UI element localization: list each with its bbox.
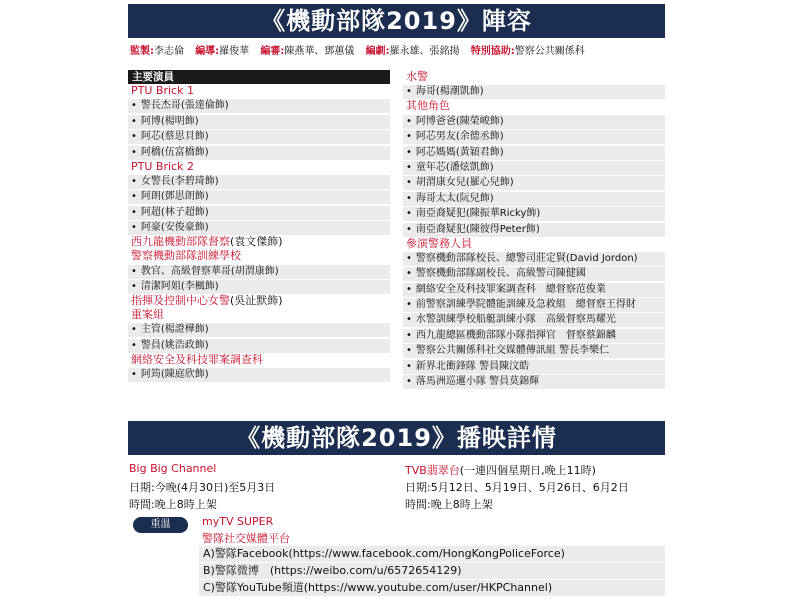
group-heading: 其他角色 xyxy=(406,99,450,113)
cast-row: • 阿橋(伍富橋飾) xyxy=(128,146,390,160)
cast-row: • 阿博(楊明飾) xyxy=(128,115,390,129)
mytv-super-label xyxy=(202,515,273,528)
cast-row: • 警察機動部隊副校長、高級警司陳健國 xyxy=(403,267,665,281)
credit-value: 李志倫 xyxy=(154,46,184,57)
channel-name xyxy=(405,462,596,478)
cast-row: • 西九龍總區機動部隊小隊指揮官 督察蔡錦麟 xyxy=(403,329,665,343)
social-media-label xyxy=(202,530,290,546)
credit-value: 羅永雄、張銘揚 xyxy=(389,46,460,57)
cast-row: • 女警長(李碧琦飾) xyxy=(128,175,390,189)
cast-row: • 童年芯(潘炫凱飾) xyxy=(403,161,665,175)
cast-row: • 網絡安全及科技罪案調查科 總督察范俊業 xyxy=(403,283,665,297)
channel-time: 時間:晚上8時上架 xyxy=(129,498,217,511)
group-heading-text: 西九龍機動部隊督察 xyxy=(131,235,230,249)
group-heading: 警察機動部隊訓練學校 xyxy=(131,249,241,263)
group-heading: 網絡安全及科技罪案調查科 xyxy=(131,352,263,366)
facebook-link[interactable]: A)警隊Facebook(https://www.facebook.com/HongKongPoliceForce) xyxy=(199,546,665,562)
cast-row: • 阿芯男友(余德丞飾) xyxy=(403,130,665,144)
channel-name-text: Big Big Channel xyxy=(129,462,217,475)
cast-row: • 胡渭康女兒(羅心兒飾) xyxy=(403,176,665,190)
credit-label: 特別協助: xyxy=(470,46,515,57)
group-actor: (袁文傑飾) xyxy=(230,235,283,249)
credit-value: 陳燕華、鄧蕙儀 xyxy=(284,46,355,57)
channel-note: (一連四個星期日,晚上11時) xyxy=(459,464,596,477)
cast-row: • 清潔阿姐(李楓飾) xyxy=(128,280,390,294)
group-heading-text: 指揮及控制中心女警 xyxy=(131,293,230,307)
credit-label: 編劇: xyxy=(365,46,390,57)
group-actor: (吳沚默飾) xyxy=(230,293,283,307)
cast-row: • 警察機動部隊校長、總警司莊定賢(David Jordon) xyxy=(403,252,665,266)
credit-value: 警察公共關係科 xyxy=(514,46,585,57)
cast-row: • 阿朗(鄧思朗飾) xyxy=(128,190,390,204)
social-media-text: 警隊社交媒體平台 xyxy=(202,532,290,545)
cast-row: • 主管(楊證樺飾) xyxy=(128,323,390,337)
credit-label: 監製: xyxy=(130,46,154,57)
cast-row: • 南亞裔疑犯(陳彼得Peter飾) xyxy=(403,223,665,237)
credits-line xyxy=(130,42,670,57)
channel-time: 時間:晚上8時上架 xyxy=(405,498,493,511)
weibo-link[interactable]: B)警隊微博 (https://weibo.com/u/6572654129) xyxy=(199,563,665,579)
channel-date: 日期:5月12日、5月19日、5月26日、6月2日 xyxy=(405,481,629,494)
credit-label: 編審: xyxy=(260,46,285,57)
left-cast-column xyxy=(128,70,390,382)
group-heading: PTU Brick 2 xyxy=(131,159,194,173)
cast-row: • 南亞裔疑犯(陳振華Ricky飾) xyxy=(403,207,665,221)
cast-row: • 阿芯媽媽(黃穎君飾) xyxy=(403,146,665,160)
cast-row: • 教官、高級督察華哥(胡渭康飾) xyxy=(128,265,390,279)
channel-name-text: TVB翡翠台 xyxy=(405,464,460,477)
group-heading: 水警 xyxy=(406,70,428,83)
channel-name xyxy=(129,462,216,475)
group-heading: 參演警務人員 xyxy=(406,236,472,250)
cast-row: • 警長杰哥(張達倫飾) xyxy=(128,99,390,113)
group-heading: PTU Brick 1 xyxy=(131,84,194,97)
group-heading xyxy=(128,235,390,249)
group-heading: 重案組 xyxy=(131,307,164,321)
cast-row: • 落馬洲巡邏小隊 警員莫錦輝 xyxy=(403,375,665,389)
cast-row: • 阿超(林子超飾) xyxy=(128,206,390,220)
channel-date: 日期:今晚(4月30日)至5月3日 xyxy=(129,481,276,494)
credit-label: 編導: xyxy=(195,46,220,57)
cast-row: • 海哥(楊潮凱飾) xyxy=(403,85,665,99)
cast-row: • 警察公共關係科社交媒體傳訊組 警長李樂仁 xyxy=(403,344,665,358)
cast-row: • 阿筠(陳庭欣飾) xyxy=(128,368,390,382)
main-cast-header: 主要演員 xyxy=(128,70,390,84)
group-heading xyxy=(128,294,390,308)
right-cast-column xyxy=(403,70,665,389)
cast-row: • 阿豪(安俊豪飾) xyxy=(128,221,390,235)
cast-row: • 阿芯(蔡思貝飾) xyxy=(128,130,390,144)
cast-row: • 海哥太太(阮兒飾) xyxy=(403,192,665,206)
cast-row: • 阿博爸爸(陳榮峻飾) xyxy=(403,115,665,129)
credit-value: 羅俊華 xyxy=(219,46,250,57)
cast-row: • 前警察訓練學院體能訓練及急救組 總督察王得財 xyxy=(403,298,665,312)
cast-row: • 新界北衝鋒隊 警員陳汶皓 xyxy=(403,360,665,374)
youtube-link[interactable]: C)警隊YouTube頻道(https://www.youtube.com/user/HKPChannel) xyxy=(199,580,665,596)
mytv-super-text: myTV SUPER xyxy=(202,515,274,528)
cast-banner: 《機動部隊2019》陣容 xyxy=(128,4,665,38)
cast-row: • 警員(姚浩政飾) xyxy=(128,339,390,353)
repeat-badge: 重溫 xyxy=(133,517,188,533)
broadcast-banner: 《機動部隊2019》播映詳情 xyxy=(128,421,665,455)
cast-row: • 水警訓練學校船艇訓練小隊 高級督察馬耀光 xyxy=(403,313,665,327)
